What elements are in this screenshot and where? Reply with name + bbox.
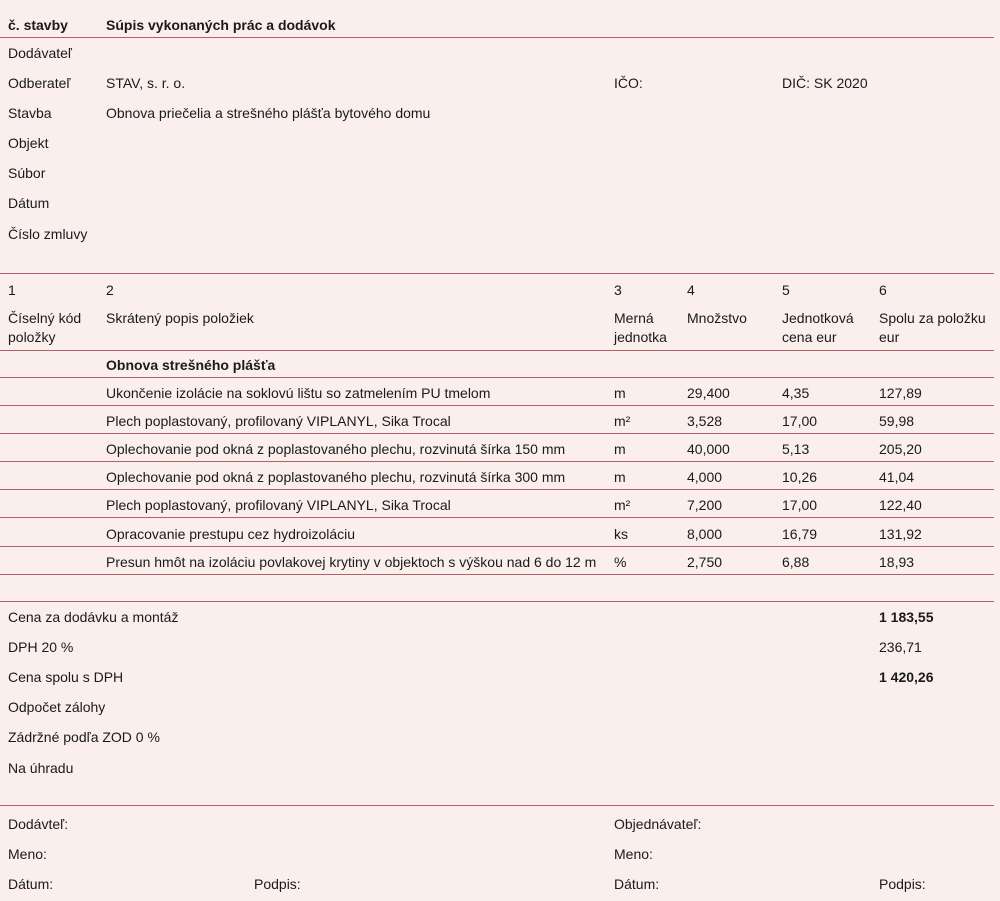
item-description: Opracovanie prestupu cez hydroizoláciu — [106, 526, 356, 542]
item-unit-price: 16,79 — [782, 526, 818, 542]
signature-customer-name-label: Meno: — [614, 846, 653, 862]
summary-vat-value: 236,71 — [879, 639, 922, 655]
item-description: Plech poplastovaný, profilovaný VIPLANYL, Sika Trocal — [106, 497, 451, 513]
stavba-label: Stavba — [8, 105, 52, 121]
column-header-total: eur — [879, 329, 900, 345]
objekt-label: Objekt — [8, 135, 49, 151]
item-unit: m — [614, 441, 626, 457]
divider — [0, 546, 994, 547]
summary-payable-label: Na úhradu — [8, 760, 74, 776]
dic-value: DIČ: SK 2020 — [782, 75, 868, 91]
stavba-value: Obnova priečelia a strešného plášťa bytového domu — [106, 105, 431, 121]
column-header-code: Číselný kód — [8, 310, 82, 326]
divider — [0, 37, 994, 38]
item-unit-price: 17,00 — [782, 497, 818, 513]
signature-supplier-label: Dodávteľ: — [8, 816, 69, 832]
summary-total-label: Cena spolu s DPH — [8, 669, 124, 685]
item-quantity: 4,000 — [687, 469, 723, 485]
ico-label: IČO: — [614, 75, 643, 91]
summary-price-value: 1 183,55 — [879, 609, 934, 625]
item-total: 122,40 — [879, 497, 922, 513]
item-quantity: 7,200 — [687, 497, 723, 513]
dodavatel-label: Dodávateľ — [8, 45, 73, 61]
item-quantity: 40,000 — [687, 441, 730, 457]
divider — [0, 517, 994, 518]
odberatel-value: STAV, s. r. o. — [106, 75, 186, 91]
signature-customer-sign-label: Podpis: — [879, 876, 926, 892]
item-description: Oplechovanie pod okná z poplastovaného plechu, rozvinutá šírka 150 mm — [106, 441, 566, 457]
item-unit: m² — [614, 497, 631, 513]
item-unit-price: 17,00 — [782, 413, 818, 429]
column-header-code: položky — [8, 329, 56, 345]
item-unit: m² — [614, 413, 631, 429]
column-number-3: 3 — [614, 282, 622, 298]
summary-total-value: 1 420,26 — [879, 669, 934, 685]
item-quantity: 8,000 — [687, 526, 723, 542]
item-total: 18,93 — [879, 554, 915, 570]
column-number-4: 4 — [687, 282, 695, 298]
item-quantity: 3,528 — [687, 413, 723, 429]
item-unit-price: 5,13 — [782, 441, 810, 457]
column-header-unit: jednotka — [614, 329, 667, 345]
divider — [0, 273, 994, 274]
item-description: Presun hmôt na izoláciu povlakovej krytiny v objektoch s výškou nad 6 do 12 m — [106, 554, 597, 570]
odberatel-label: Odberateľ — [8, 75, 71, 91]
column-header-unit: Merná — [614, 310, 654, 326]
datum-label: Dátum — [8, 195, 50, 211]
section-title: Obnova strešného plášťa — [106, 357, 276, 373]
item-unit-price: 10,26 — [782, 469, 818, 485]
signature-customer-label: Objednávateľ: — [614, 816, 702, 832]
summary-vat-label: DPH 20 % — [8, 639, 74, 655]
summary-advance-label: Odpočet zálohy — [8, 699, 106, 715]
column-header-description: Skrátený popis položiek — [106, 310, 254, 326]
item-total: 131,92 — [879, 526, 922, 542]
column-header-quantity: Množstvo — [687, 310, 747, 326]
column-header-unit-price: Jednotková — [782, 310, 854, 326]
summary-retention-label: Zádržné podľa ZOD 0 % — [8, 729, 160, 745]
document-title: Súpis vykonaných prác a dodávok — [106, 17, 336, 33]
divider — [0, 350, 994, 351]
signature-customer-date-label: Dátum: — [614, 876, 660, 892]
column-header-unit-price: cena eur — [782, 329, 837, 345]
summary-price-label: Cena za dodávku a montáž — [8, 609, 179, 625]
column-number-1: 1 — [8, 282, 16, 298]
signature-supplier-name-label: Meno: — [8, 846, 47, 862]
divider — [0, 489, 994, 490]
column-number-2: 2 — [106, 282, 114, 298]
divider — [0, 433, 994, 434]
divider — [0, 461, 994, 462]
zmluva-label: Číslo zmluvy — [8, 226, 88, 242]
item-total: 127,89 — [879, 385, 922, 401]
item-unit: m — [614, 469, 626, 485]
divider — [0, 574, 994, 575]
item-unit-price: 6,88 — [782, 554, 810, 570]
item-unit: % — [614, 554, 627, 570]
item-total: 41,04 — [879, 469, 915, 485]
item-total: 59,98 — [879, 413, 915, 429]
item-unit: ks — [614, 526, 628, 542]
divider — [0, 601, 994, 602]
column-header-total: Spolu za položku — [879, 310, 986, 326]
stavba-number-label: č. stavby — [8, 17, 68, 33]
item-description: Ukončenie izolácie na soklovú lištu so zatmelením PU tmelom — [106, 385, 491, 401]
column-number-6: 6 — [879, 282, 887, 298]
item-unit: m — [614, 385, 626, 401]
subor-label: Súbor — [8, 165, 46, 181]
item-unit-price: 4,35 — [782, 385, 810, 401]
item-total: 205,20 — [879, 441, 922, 457]
signature-supplier-date-label: Dátum: — [8, 876, 54, 892]
item-quantity: 29,400 — [687, 385, 730, 401]
divider — [0, 405, 994, 406]
item-quantity: 2,750 — [687, 554, 723, 570]
divider — [0, 805, 994, 806]
signature-supplier-sign-label: Podpis: — [254, 876, 301, 892]
item-description: Plech poplastovaný, profilovaný VIPLANYL, Sika Trocal — [106, 413, 451, 429]
column-number-5: 5 — [782, 282, 790, 298]
divider — [0, 377, 994, 378]
item-description: Oplechovanie pod okná z poplastovaného plechu, rozvinutá šírka 300 mm — [106, 469, 566, 485]
